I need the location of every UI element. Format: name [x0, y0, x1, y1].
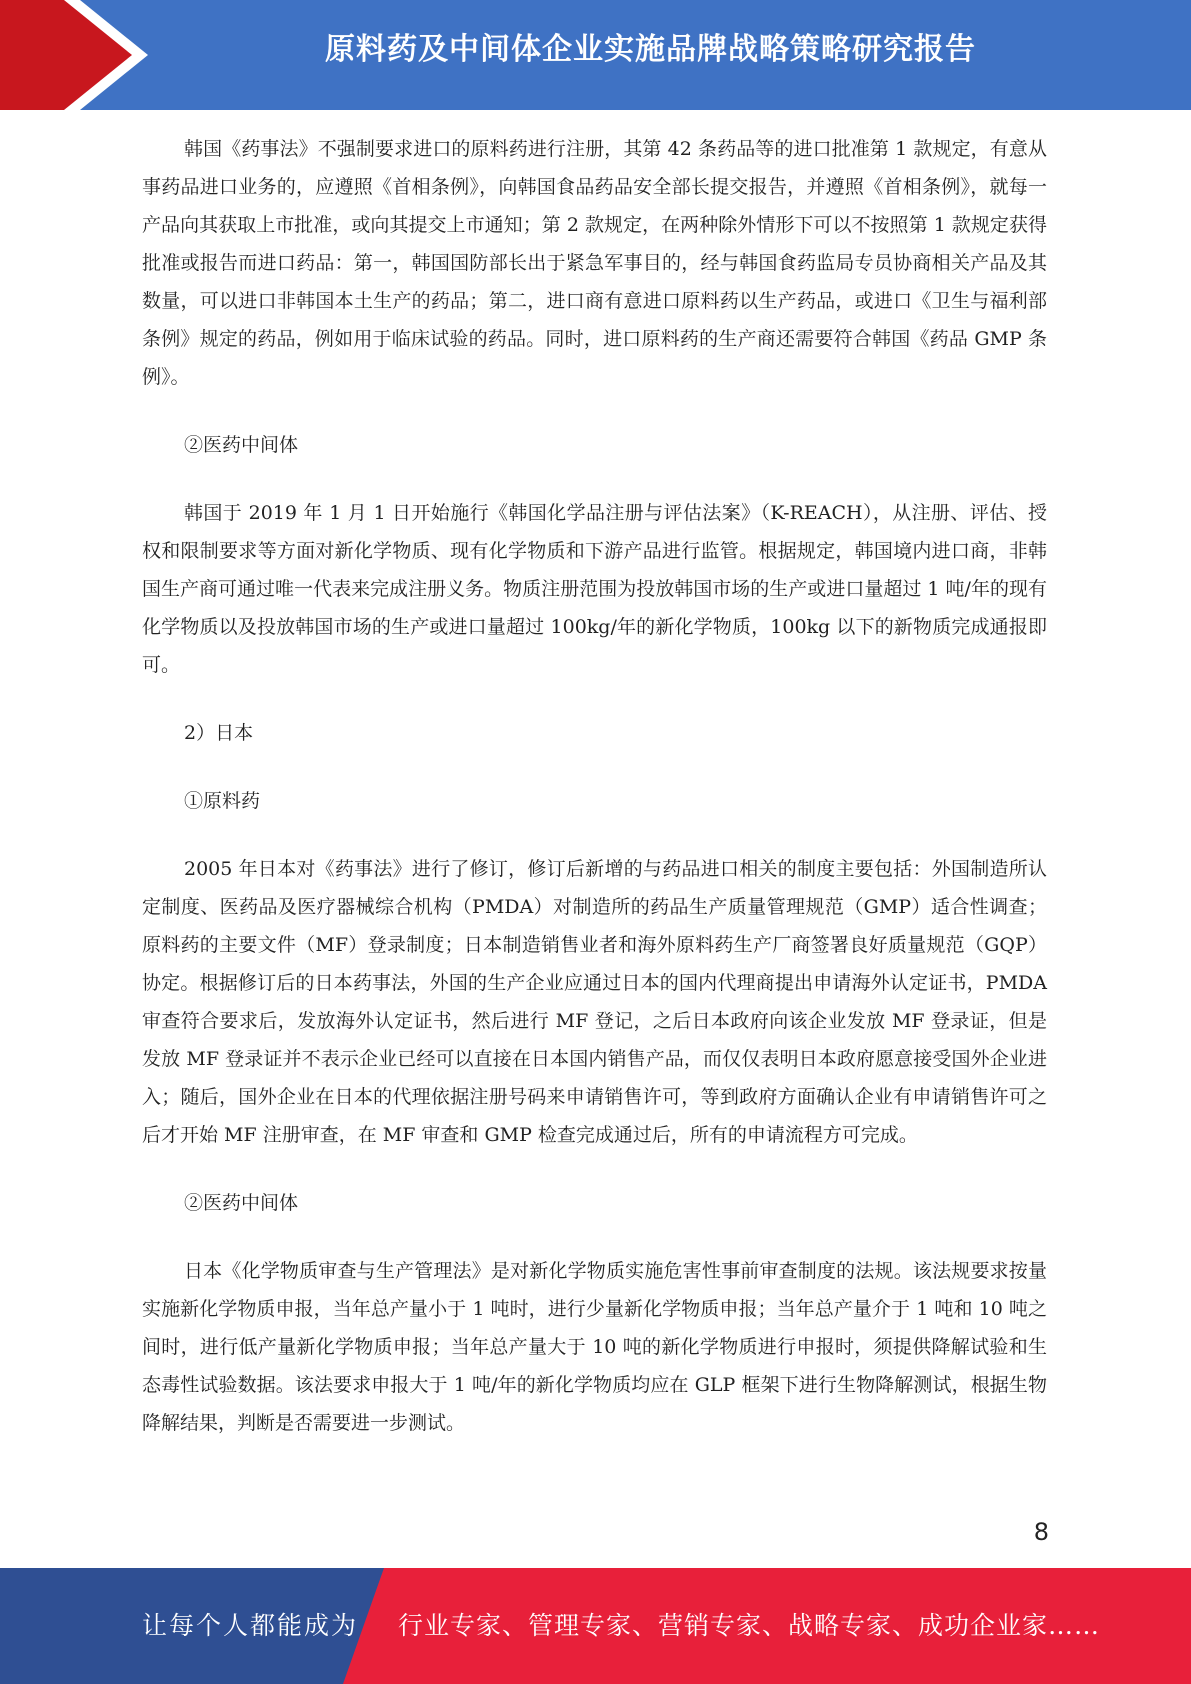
footer-slogan-right: 行业专家、管理专家、营销专家、战略专家、成功企业家…… — [398, 1611, 1101, 1640]
document-title: 原料药及中间体企业实施品牌战略策略研究报告 — [325, 32, 976, 67]
heading-japan-api: ①原料药 — [184, 790, 261, 812]
paragraph-japan-pharma-law: 2005 年日本对《药事法》进行了修订，修订后新增的与药品进口相关的制度主要包括：外国制造所认定制度、医药品及医疗器械综合机构（PMDA）对制造所的药品生产质量管理规范（GMP）适合性调查；原料药的主要文件（MF）登录制度；日本制造销售业者和海外原料药生产厂商签署良好质量规范（GQP）协定。根据修订后的日本药事法，外国的生产企业应通过日本的国内代理商提出申请海外认定证书，PMDA 审查符合要求后，发放海外认定证书，然后进行 MF 登记，之后日本政府向该企业发放 MF 登录证，但是发放 MF 登录证并不表示企业已经可以直接在日本国内销售产品，而仅仅表明日本政府愿意接受国外企业进入；随后，国外企业在日本的代理依据注册号码来申请销售许可，等到政府方面确认企业有申请销售许可之后才开始 MF 注册审查，在 MF 审查和 GMP 检查完成通过后，所有的申请流程方可完成。 — [142, 858, 1047, 1146]
page-footer — [0, 1568, 1191, 1684]
spacer — [142, 820, 1047, 850]
heading-korea-intermediates: ②医药中间体 — [184, 434, 299, 456]
page-number: 8 — [1033, 1518, 1049, 1546]
footer-slogan-left: 让每个人都能成为 — [142, 1611, 359, 1640]
heading-japan: 2）日本 — [184, 722, 254, 744]
page-header — [0, 0, 1191, 110]
heading-japan-intermediates: ②医药中间体 — [184, 1192, 299, 1214]
spacer — [142, 1154, 1047, 1184]
spacer — [142, 1222, 1047, 1252]
spacer — [142, 752, 1047, 782]
paragraph-japan-chemical-law: 日本《化学物质审查与生产管理法》是对新化学物质实施危害性事前审查制度的法规。该法规要求按量实施新化学物质申报，当年总产量小于 1 吨时，进行少量新化学物质申报；当年总产量介于 1 吨和 10 吨之间时，进行低产量新化学物质申报；当年总产量大于 10 吨的新化学物质进行申报时，须提供降解试验和生态毒性试验数据。该法要求申报大于 1 吨/年的新化学物质均应在 GLP 框架下进行生物降解测试，根据生物降解结果，判断是否需要进一步测试。 — [142, 1260, 1047, 1434]
paragraph-korea-drug-import: 韩国《药事法》不强制要求进口的原料药进行注册，其第 42 条药品等的进口批准第 1 款规定，有意从事药品进口业务的，应遵照《首相条例》，向韩国食品药品安全部长提交报告，并遵照《首相条例》，就每一产品向其获取上市批准，或向其提交上市通知；第 2 款规定，在两种除外情形下可以不按照第 1 款规定获得批准或报告而进口药品：第一，韩国国防部长出于紧急军事目的，经与韩国食药监局专员协商相关产品及其数量，可以进口非韩国本土生产的药品；第二，进口商有意进口原料药以生产药品，或进口《卫生与福利部条例》规定的药品，例如用于临床试验的药品。同时，进口原料药的生产商还需要符合韩国《药品 GMP 条例》。 — [142, 138, 1047, 388]
paragraph-korea-kreach: 韩国于 2019 年 1 月 1 日开始施行《韩国化学品注册与评估法案》（K-REACH），从注册、评估、授权和限制要求等方面对新化学物质、现有化学物质和下游产品进行监管。根据规定，韩国境内进口商，非韩国生产商可通过唯一代表来完成注册义务。物质注册范围为投放韩国市场的生产或进口量超过 1 吨/年的现有化学物质以及投放韩国市场的生产或进口量超过 100kg/年的新化学物质，100kg 以下的新物质完成通报即可。 — [142, 502, 1047, 676]
spacer — [142, 684, 1047, 714]
spacer — [142, 396, 1047, 426]
document-body — [142, 130, 1047, 1442]
spacer — [142, 464, 1047, 494]
